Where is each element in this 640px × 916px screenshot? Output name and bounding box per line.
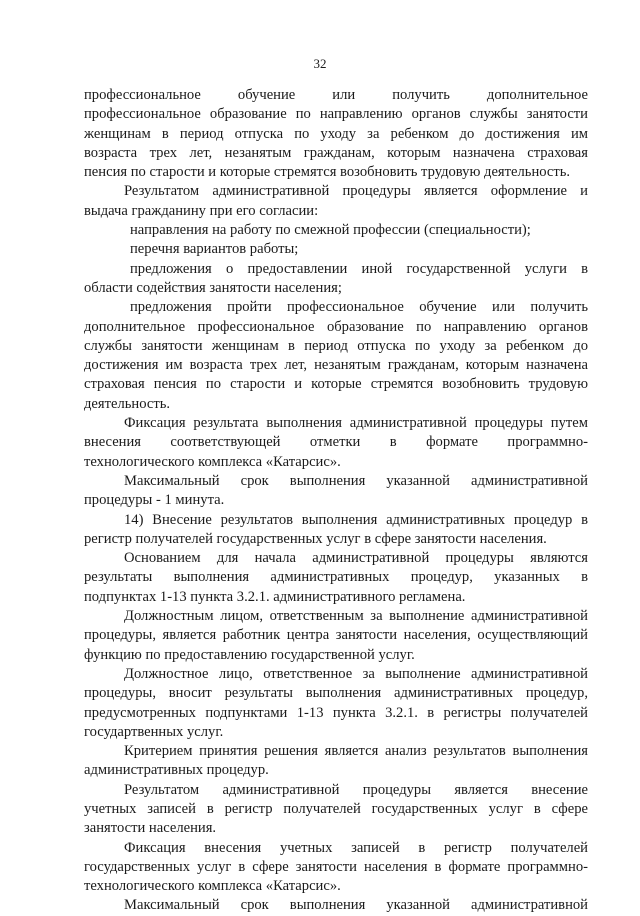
text-line: предложения о предоставлении иной государственной услуги в (130, 260, 588, 277)
text-line: выдача гражданину при его согласии: (84, 202, 319, 219)
text-line: функцию по предоставлению государственной услуг. (84, 646, 415, 663)
text-line: Максимальный срок выполнения указанной административной (124, 472, 588, 489)
text-line: Должностное лицо, ответственное за выполнение административной (124, 665, 588, 682)
text-line: направления на работу по смежной профессии (специальности); (130, 222, 531, 239)
text-line: Фиксация результата выполнения административной процедуры путем (124, 415, 588, 432)
text-line: Результатом административной процедуры является внесение (124, 781, 588, 798)
text-line: подпунктах 1-13 пункта 3.2.1. административного регламена. (84, 588, 466, 605)
text-line: предложения пройти профессиональное обучение или получить (130, 299, 588, 316)
text-line: 14) Внесение результатов выполнения административных процедур в (124, 511, 588, 528)
text-line: женщинам в период отпуска по уходу за ребенком до достижения им (84, 125, 588, 142)
text-line: возраста трех лет, незанятым гражданам, которым назначена страховая (84, 144, 588, 161)
text-line: Критерием принятия решения является анализ результатов выполнения (124, 743, 588, 760)
text-line: Результатом административной процедуры является оформление и (124, 183, 588, 200)
text-line: перечня вариантов работы; (130, 241, 299, 258)
text-line: технологического комплекса «Катарсис». (84, 453, 341, 470)
text-line: деятельность. (84, 395, 171, 412)
text-line: государственных услуг в сфере занятости населения в формате программно- (84, 858, 588, 875)
text-line: профессиональное образование по направлению органов службы занятости (84, 106, 588, 123)
text-line: административных процедур. (84, 762, 269, 779)
text-line: государтвенных услуг. (84, 723, 224, 740)
text-line: процедуры, является работник центра занятости населения, осуществляющий (84, 627, 588, 644)
text-line: области содействия занятости населения; (84, 279, 342, 296)
text-line: процедуры - 1 минута. (84, 492, 225, 509)
text-line: службы занятости женщинам в период отпуска по уходу за ребенком до (84, 337, 588, 354)
text-line: Основанием для начала административной процедуры являются (124, 550, 588, 567)
text-line: пенсия по старости и которые стремятся возобновить трудовую деятельность. (84, 164, 571, 181)
text-line: результаты выполнения административных процедур, указанных в (84, 569, 588, 586)
text-line: достижения им возраста трех лет, незанятым гражданам, которым назначена (84, 357, 588, 374)
page-number: 32 (313, 56, 327, 71)
text-line: регистр получателей государственных услуг в сфере занятости населения. (84, 530, 547, 547)
text-line: Максимальный срок выполнения указанной административной (124, 897, 588, 914)
text-line: профессиональное обучение или получить дополнительное (84, 87, 588, 103)
text-line: технологического комплекса «Катарсис». (84, 878, 341, 895)
text-line: внесения соответствующей отметки в формате программно- (84, 434, 588, 451)
text-line: занятости населения. (84, 820, 217, 837)
text-line: дополнительное профессиональное образование по направлению органов (84, 318, 588, 335)
text-line: Фиксация внесения учетных записей в регистр получателей (124, 839, 588, 856)
text-line: Должностным лицом, ответственным за выполнение административной (124, 608, 588, 625)
text-line: учетных записей в регистр получателей государственных услуг в сфере (84, 800, 588, 817)
document-body (84, 86, 588, 916)
text-line: страховая пенсия по старости и которые стремятся возобновить трудовую (84, 376, 588, 393)
text-line: процедуры, вносит результаты выполнения административных процедур, (84, 685, 588, 702)
text-line: предусмотренных подпунктами 1-13 пункта 3.2.1. в регистры получателей (84, 704, 588, 721)
